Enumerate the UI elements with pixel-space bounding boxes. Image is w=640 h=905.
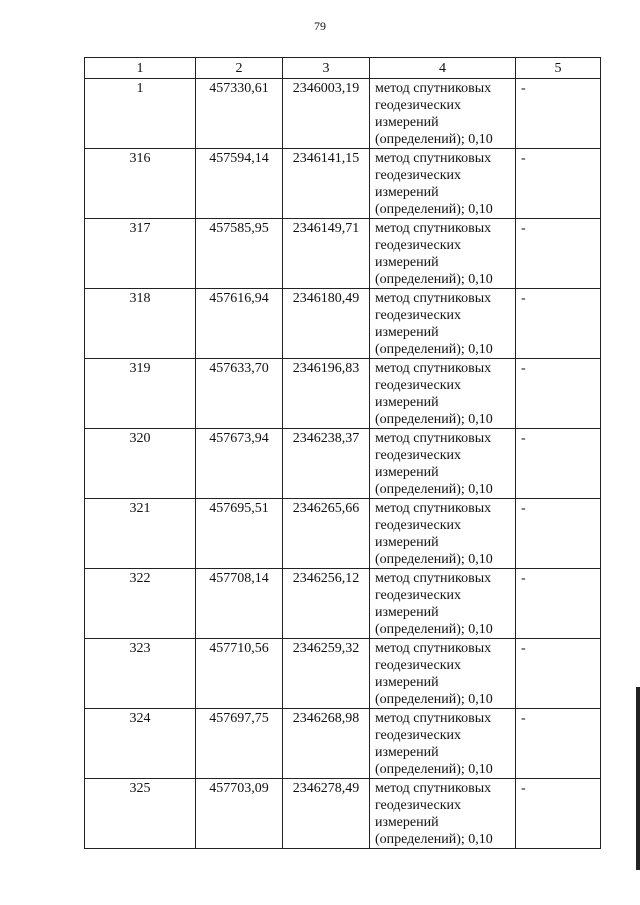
x-coordinate-cell: 457330,61 — [196, 79, 283, 149]
table-row — [85, 219, 601, 289]
note-cell: - — [516, 569, 601, 639]
note-cell: - — [516, 709, 601, 779]
x-coordinate-cell: 457695,51 — [196, 499, 283, 569]
method-cell: метод спутниковых геодезических измерений (определений); 0,10 — [370, 429, 516, 499]
table-row — [85, 359, 601, 429]
y-coordinate-cell: 2346003,19 — [283, 79, 370, 149]
note-cell: - — [516, 779, 601, 849]
header-cell-4: 4 — [370, 58, 516, 79]
x-coordinate-cell: 457708,14 — [196, 569, 283, 639]
note-cell: - — [516, 219, 601, 289]
note-cell: - — [516, 359, 601, 429]
point-number-cell: 319 — [85, 359, 196, 429]
y-coordinate-cell: 2346265,66 — [283, 499, 370, 569]
method-cell: метод спутниковых геодезических измерений (определений); 0,10 — [370, 219, 516, 289]
point-number-cell: 316 — [85, 149, 196, 219]
x-coordinate-cell: 457697,75 — [196, 709, 283, 779]
point-number-cell: 1 — [85, 79, 196, 149]
method-cell: метод спутниковых геодезических измерений (определений); 0,10 — [370, 289, 516, 359]
header-cell-3: 3 — [283, 58, 370, 79]
y-coordinate-cell: 2346278,49 — [283, 779, 370, 849]
header-cell-1: 1 — [85, 58, 196, 79]
x-coordinate-cell: 457703,09 — [196, 779, 283, 849]
y-coordinate-cell: 2346196,83 — [283, 359, 370, 429]
header-row — [85, 58, 601, 79]
method-cell: метод спутниковых геодезических измерений (определений); 0,10 — [370, 779, 516, 849]
coordinates-table — [84, 57, 601, 849]
point-number-cell: 323 — [85, 639, 196, 709]
method-cell: метод спутниковых геодезических измерений (определений); 0,10 — [370, 569, 516, 639]
table-row — [85, 569, 601, 639]
table-row — [85, 779, 601, 849]
x-coordinate-cell: 457585,95 — [196, 219, 283, 289]
note-cell: - — [516, 499, 601, 569]
y-coordinate-cell: 2346256,12 — [283, 569, 370, 639]
point-number-cell: 320 — [85, 429, 196, 499]
page-number: 79 — [314, 19, 326, 33]
method-cell: метод спутниковых геодезических измерений (определений); 0,10 — [370, 499, 516, 569]
table-body — [85, 79, 601, 849]
y-coordinate-cell: 2346268,98 — [283, 709, 370, 779]
point-number-cell: 324 — [85, 709, 196, 779]
table-row — [85, 429, 601, 499]
y-coordinate-cell: 2346238,37 — [283, 429, 370, 499]
header-cell-5: 5 — [516, 58, 601, 79]
point-number-cell: 321 — [85, 499, 196, 569]
table-row — [85, 149, 601, 219]
method-cell: метод спутниковых геодезических измерений (определений); 0,10 — [370, 709, 516, 779]
y-coordinate-cell: 2346141,15 — [283, 149, 370, 219]
note-cell: - — [516, 639, 601, 709]
table-row — [85, 499, 601, 569]
y-coordinate-cell: 2346180,49 — [283, 289, 370, 359]
x-coordinate-cell: 457594,14 — [196, 149, 283, 219]
point-number-cell: 317 — [85, 219, 196, 289]
method-cell: метод спутниковых геодезических измерений (определений); 0,10 — [370, 639, 516, 709]
header-cell-2: 2 — [196, 58, 283, 79]
x-coordinate-cell: 457673,94 — [196, 429, 283, 499]
point-number-cell: 318 — [85, 289, 196, 359]
x-coordinate-cell: 457616,94 — [196, 289, 283, 359]
x-coordinate-cell: 457633,70 — [196, 359, 283, 429]
y-coordinate-cell: 2346259,32 — [283, 639, 370, 709]
table-row — [85, 709, 601, 779]
note-cell: - — [516, 79, 601, 149]
note-cell: - — [516, 429, 601, 499]
scan-edge-mark — [636, 687, 640, 870]
table-row — [85, 79, 601, 149]
method-cell: метод спутниковых геодезических измерений (определений); 0,10 — [370, 79, 516, 149]
note-cell: - — [516, 149, 601, 219]
method-cell: метод спутниковых геодезических измерений (определений); 0,10 — [370, 149, 516, 219]
point-number-cell: 325 — [85, 779, 196, 849]
note-cell: - — [516, 289, 601, 359]
table-row — [85, 289, 601, 359]
method-cell: метод спутниковых геодезических измерений (определений); 0,10 — [370, 359, 516, 429]
point-number-cell: 322 — [85, 569, 196, 639]
table-row — [85, 639, 601, 709]
y-coordinate-cell: 2346149,71 — [283, 219, 370, 289]
x-coordinate-cell: 457710,56 — [196, 639, 283, 709]
